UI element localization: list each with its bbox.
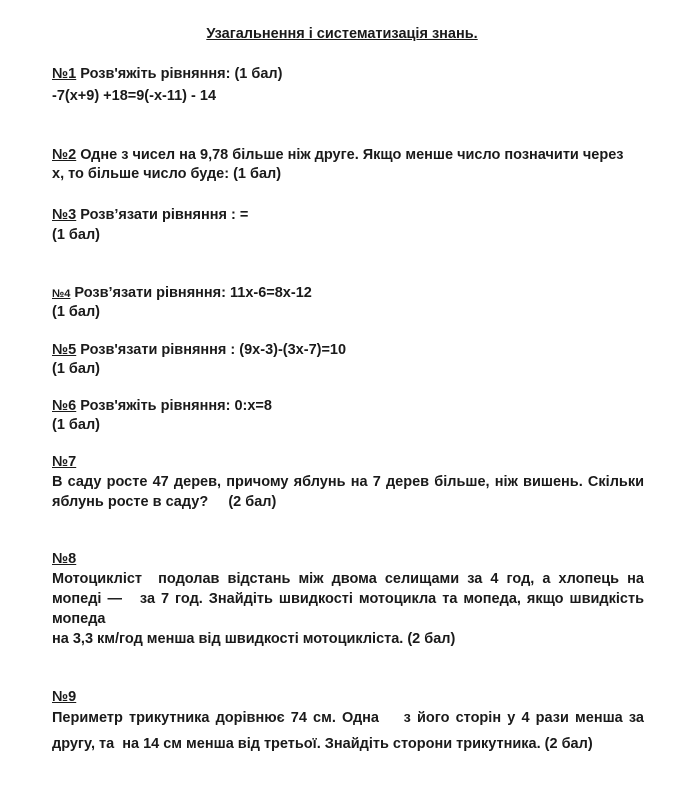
task-6-line-2: (1 бал) bbox=[52, 417, 100, 433]
task-4-heading bbox=[52, 285, 312, 301]
task-7-number: №7 bbox=[52, 454, 77, 470]
task-2-number: №2 bbox=[52, 147, 77, 163]
task-4-number: №4 bbox=[52, 288, 71, 300]
task-6-number: №6 bbox=[52, 398, 77, 414]
task-3-heading bbox=[52, 207, 248, 223]
task-5-line-1: Розв'язати рівняння : (9x-3)-(3x-7)=10 bbox=[80, 342, 347, 358]
task-1-heading bbox=[52, 66, 282, 82]
task-9-line-2: другу, та на 14 см менша від третьої. Знайдіть сторони трикутника. (2 бал) bbox=[52, 736, 593, 752]
task-1-line-1: Розв'яжіть рівняння: (1 бал) bbox=[80, 66, 283, 82]
task-5-heading bbox=[52, 342, 346, 358]
task-7-line-1: В саду росте 47 дерев, причому яблунь на 7 дерев більше, ніж вишень. Скільки bbox=[52, 474, 644, 490]
task-4-line-1: Розв’язати рівняння: 11x-6=8x-12 bbox=[74, 285, 312, 301]
task-8-line-4: на 3,3 км/год менша від швидкості мотоцикліста. (2 бал) bbox=[52, 631, 456, 647]
task-9-line-1: Периметр трикутника дорівнює 74 см. Одна з його сторін у 4 рази менша за bbox=[52, 710, 644, 726]
task-4-line-2: (1 бал) bbox=[52, 304, 100, 320]
task-6-line-1: Розв'яжіть рівняння: 0:x=8 bbox=[80, 398, 272, 414]
task-8-number: №8 bbox=[52, 551, 77, 567]
task-8-line-3: мопеда bbox=[52, 611, 106, 627]
task-5-line-2: (1 бал) bbox=[52, 361, 100, 377]
page-title: Узагальнення і систематизація знань. bbox=[206, 26, 478, 42]
task-1-number: №1 bbox=[52, 66, 77, 82]
task-3-line-1: Розв’язати рівняння : = bbox=[80, 207, 249, 223]
task-3-line-2: (1 бал) bbox=[52, 227, 100, 243]
task-2-line-2: x, то більше число буде: (1 бал) bbox=[52, 166, 282, 182]
task-2-heading bbox=[52, 147, 623, 163]
task-3-number: №3 bbox=[52, 207, 77, 223]
task-7-line-2: яблунь росте в саду? (2 бал) bbox=[52, 494, 277, 510]
task-9-number: №9 bbox=[52, 689, 77, 705]
task-5-number: №5 bbox=[52, 342, 77, 358]
task-6-heading bbox=[52, 398, 272, 414]
task-2-line-1: Одне з чисел на 9,78 більше ніж друге. Якщо менше число позначити через bbox=[80, 147, 624, 163]
task-8-line-1: Мотоцикліст подолав відстань між двома селищами за 4 год, а хлопець на bbox=[52, 571, 644, 587]
task-1-line-2: -7(x+9) +18=9(-x-11) - 14 bbox=[52, 88, 217, 104]
task-8-line-2: мопеді — за 7 год. Знайдіть швидкості мотоцикла та мопеда, якщо швидкість bbox=[52, 591, 644, 607]
